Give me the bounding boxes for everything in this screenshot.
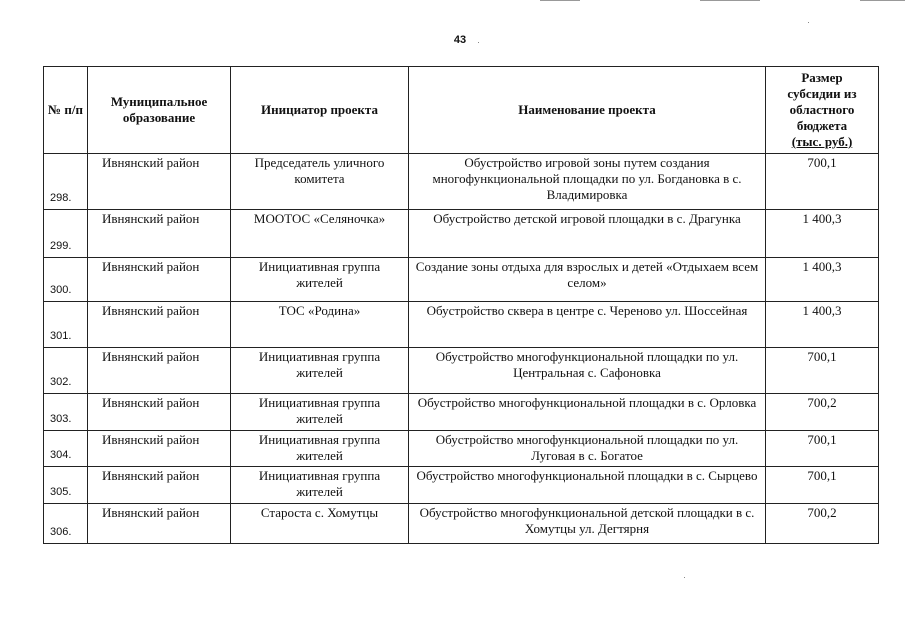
- row-number: 299.: [44, 210, 88, 258]
- row-project: Обустройство многофункциональной детской площадки в с. Хомутцы ул. Дегтярня: [409, 504, 766, 544]
- row-municipality: Ивнянский район: [88, 504, 231, 544]
- header-amount-line: (тыс. руб.): [791, 134, 853, 149]
- header-amount-line: Размер: [801, 70, 843, 85]
- row-municipality: Ивнянский район: [88, 258, 231, 302]
- row-initiator: Инициативная группа жителей: [231, 431, 409, 467]
- row-municipality: Ивнянский район: [88, 467, 231, 504]
- row-amount: 700,1: [766, 348, 879, 394]
- row-initiator: Председатель уличного комитета: [231, 154, 409, 210]
- header-amount-line: областного: [789, 102, 855, 117]
- row-number: 302.: [44, 348, 88, 394]
- row-number: 303.: [44, 394, 88, 431]
- table-row: [44, 467, 879, 504]
- scan-speck: [808, 22, 809, 23]
- row-project: Обустройство игровой зоны путем создания многофункциональной площадки по ул. Богдановка в с. Владимировка: [409, 154, 766, 210]
- scan-edge-line: [540, 0, 580, 1]
- header-municipality: Муниципальное образование: [88, 67, 231, 154]
- table-row: [44, 431, 879, 467]
- table-row: [44, 504, 879, 544]
- row-initiator: ТОС «Родина»: [231, 302, 409, 348]
- row-number: 306.: [44, 504, 88, 544]
- subsidy-table: [43, 66, 879, 544]
- row-amount: 700,2: [766, 394, 879, 431]
- header-amount-line: субсидии из: [787, 86, 857, 101]
- row-municipality: Ивнянский район: [88, 210, 231, 258]
- row-initiator: Инициативная группа жителей: [231, 394, 409, 431]
- row-number: 305.: [44, 467, 88, 504]
- row-municipality: Ивнянский район: [88, 431, 231, 467]
- header-project: Наименование проекта: [409, 67, 766, 154]
- header-amount-line: бюджета: [796, 118, 848, 133]
- row-project: Создание зоны отдыха для взрослых и детей «Отдыхаем всем селом»: [409, 258, 766, 302]
- scan-speck: [684, 577, 685, 578]
- row-project: Обустройство многофункциональной площадки в с. Орловка: [409, 394, 766, 431]
- row-project: Обустройство многофункциональной площадки по ул. Центральная с. Сафоновка: [409, 348, 766, 394]
- scan-edge-line: [860, 0, 905, 1]
- row-number: 304.: [44, 431, 88, 467]
- row-amount: 700,1: [766, 154, 879, 210]
- header-num: № п/п: [44, 67, 88, 154]
- table-row: [44, 210, 879, 258]
- row-municipality: Ивнянский район: [88, 394, 231, 431]
- row-municipality: Ивнянский район: [88, 302, 231, 348]
- scan-speck: [478, 42, 479, 43]
- row-amount: 700,1: [766, 467, 879, 504]
- row-initiator: МООТОС «Селяночка»: [231, 210, 409, 258]
- row-number: 298.: [44, 154, 88, 210]
- table-row: [44, 154, 879, 210]
- row-project: Обустройство многофункциональной площадки по ул. Луговая в с. Богатое: [409, 431, 766, 467]
- header-initiator: Инициатор проекта: [231, 67, 409, 154]
- row-municipality: Ивнянский район: [88, 348, 231, 394]
- row-amount: 700,1: [766, 431, 879, 467]
- row-initiator: Инициативная группа жителей: [231, 467, 409, 504]
- header-amount: [766, 67, 879, 154]
- page-number: 43: [453, 34, 467, 46]
- table-row: [44, 394, 879, 431]
- row-amount: 1 400,3: [766, 210, 879, 258]
- table-row: [44, 348, 879, 394]
- row-initiator: Староста с. Хомутцы: [231, 504, 409, 544]
- row-municipality: Ивнянский район: [88, 154, 231, 210]
- row-project: Обустройство сквера в центре с. Череново ул. Шоссейная: [409, 302, 766, 348]
- scan-edge-line: [700, 0, 760, 1]
- row-amount: 700,2: [766, 504, 879, 544]
- row-initiator: Инициативная группа жителей: [231, 348, 409, 394]
- row-project: Обустройство детской игровой площадки в с. Драгунка: [409, 210, 766, 258]
- table-row: [44, 302, 879, 348]
- row-number: 300.: [44, 258, 88, 302]
- row-amount: 1 400,3: [766, 302, 879, 348]
- row-amount: 1 400,3: [766, 258, 879, 302]
- row-initiator: Инициативная группа жителей: [231, 258, 409, 302]
- table-row: [44, 258, 879, 302]
- row-number: 301.: [44, 302, 88, 348]
- header-row: [44, 67, 879, 154]
- row-project: Обустройство многофункциональной площадки в с. Сырцево: [409, 467, 766, 504]
